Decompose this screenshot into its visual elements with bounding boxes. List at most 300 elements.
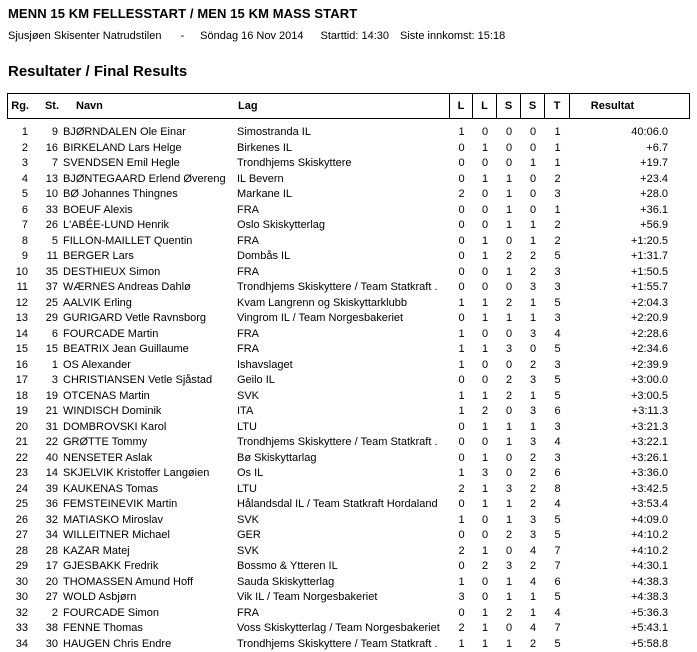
shot-lying-1-cell: 2: [450, 187, 473, 203]
rank-cell: 18: [7, 389, 33, 405]
bib-cell: 2: [33, 606, 61, 622]
table-row: [7, 218, 690, 234]
table-body: [7, 119, 690, 652]
bib-cell: 16: [33, 141, 61, 157]
rank-cell: 7: [7, 218, 33, 234]
shot-lying-2-cell: 1: [473, 544, 497, 560]
bib-cell: 35: [33, 265, 61, 281]
name-cell: BOEUF Alexis: [61, 203, 237, 219]
name-cell: WINDISCH Dominik: [61, 404, 237, 420]
name-cell: FILLON-MAILLET Quentin: [61, 234, 237, 250]
shot-lying-1-cell: 1: [450, 575, 473, 591]
shot-lying-1-cell: 1: [450, 466, 473, 482]
shot-standing-1-cell: 1: [497, 265, 521, 281]
shot-total-cell: 6: [545, 575, 570, 591]
table-row: [7, 637, 690, 652]
result-cell: +2:34.6: [570, 342, 690, 358]
club-cell: FRA: [237, 327, 450, 343]
shot-lying-2-cell: 1: [473, 451, 497, 467]
bib-cell: 39: [33, 482, 61, 498]
club-cell: IL Bevern: [237, 172, 450, 188]
rank-cell: 16: [7, 358, 33, 374]
shot-lying-1-cell: 0: [450, 559, 473, 575]
shot-standing-2-cell: 2: [521, 451, 545, 467]
shot-standing-2-cell: 2: [521, 637, 545, 652]
shot-total-cell: 6: [545, 466, 570, 482]
shot-standing-2-cell: 0: [521, 141, 545, 157]
club-cell: FRA: [237, 606, 450, 622]
name-cell: FENNE Thomas: [61, 621, 237, 637]
shot-total-cell: 5: [545, 590, 570, 606]
shot-standing-1-cell: 1: [497, 513, 521, 529]
result-cell: +4:38.3: [570, 575, 690, 591]
rank-cell: 4: [7, 172, 33, 188]
shot-standing-1-cell: 1: [497, 218, 521, 234]
shot-standing-2-cell: 2: [521, 482, 545, 498]
rank-cell: 30: [7, 590, 33, 606]
shot-lying-1-cell: 0: [450, 141, 473, 157]
shot-lying-2-cell: 0: [473, 528, 497, 544]
shot-lying-2-cell: 1: [473, 482, 497, 498]
name-cell: BJØRNDALEN Ole Einar: [61, 125, 237, 141]
result-cell: +5:36.3: [570, 606, 690, 622]
result-cell: +2:04.3: [570, 296, 690, 312]
result-cell: +23.4: [570, 172, 690, 188]
result-cell: +2:20.9: [570, 311, 690, 327]
club-cell: LTU: [237, 482, 450, 498]
rank-cell: 19: [7, 404, 33, 420]
bib-cell: 21: [33, 404, 61, 420]
section-title: Resultater / Final Results: [8, 63, 690, 80]
shot-standing-1-cell: 0: [497, 156, 521, 172]
shot-lying-2-cell: 1: [473, 389, 497, 405]
shot-standing-2-cell: 1: [521, 218, 545, 234]
shot-standing-2-cell: 0: [521, 187, 545, 203]
col-bib: St.: [34, 94, 62, 118]
shot-standing-1-cell: 2: [497, 373, 521, 389]
table-row: [7, 373, 690, 389]
name-cell: WOLD Asbjørn: [61, 590, 237, 606]
rank-cell: 15: [7, 342, 33, 358]
shot-lying-2-cell: 0: [473, 187, 497, 203]
table-row: [7, 342, 690, 358]
bib-cell: 9: [33, 125, 61, 141]
table-row: [7, 141, 690, 157]
shot-standing-2-cell: 0: [521, 203, 545, 219]
venue: Sjusjøen Skisenter Natrudstilen: [8, 30, 161, 42]
name-cell: L'ABÉE-LUND Henrik: [61, 218, 237, 234]
name-cell: OS Alexander: [61, 358, 237, 374]
shot-standing-1-cell: 1: [497, 590, 521, 606]
shot-standing-2-cell: 2: [521, 358, 545, 374]
shot-total-cell: 4: [545, 606, 570, 622]
shot-total-cell: 4: [545, 327, 570, 343]
rank-cell: 13: [7, 311, 33, 327]
shot-lying-1-cell: 1: [450, 358, 473, 374]
shot-standing-1-cell: 0: [497, 141, 521, 157]
shot-standing-2-cell: 3: [521, 528, 545, 544]
bib-cell: 5: [33, 234, 61, 250]
shot-total-cell: 2: [545, 172, 570, 188]
club-cell: Trondhjems Skiskyttere: [237, 156, 450, 172]
shot-lying-1-cell: 1: [450, 513, 473, 529]
name-cell: AALVIK Erling: [61, 296, 237, 312]
shot-total-cell: 5: [545, 528, 570, 544]
shot-lying-2-cell: 2: [473, 559, 497, 575]
shot-lying-2-cell: 0: [473, 125, 497, 141]
rank-cell: 20: [7, 420, 33, 436]
result-cell: +3:36.0: [570, 466, 690, 482]
col-club: Lag: [238, 94, 449, 118]
shot-standing-2-cell: 3: [521, 513, 545, 529]
shot-standing-2-cell: 3: [521, 280, 545, 296]
shot-lying-1-cell: 0: [450, 218, 473, 234]
bib-cell: 38: [33, 621, 61, 637]
shot-standing-1-cell: 2: [497, 389, 521, 405]
shot-standing-1-cell: 1: [497, 420, 521, 436]
shot-total-cell: 5: [545, 296, 570, 312]
shot-lying-2-cell: 1: [473, 249, 497, 265]
shot-standing-2-cell: 2: [521, 466, 545, 482]
shot-lying-2-cell: 0: [473, 435, 497, 451]
name-cell: KAZAR Matej: [61, 544, 237, 560]
rank-cell: 8: [7, 234, 33, 250]
bib-cell: 33: [33, 203, 61, 219]
shot-lying-2-cell: 1: [473, 172, 497, 188]
shot-total-cell: 3: [545, 451, 570, 467]
shot-lying-1-cell: 3: [450, 590, 473, 606]
result-cell: +5:58.8: [570, 637, 690, 652]
name-cell: HAUGEN Chris Endre: [61, 637, 237, 652]
club-cell: Trondhjems Skiskyttere / Team Statkraft .: [237, 280, 450, 296]
bib-cell: 27: [33, 590, 61, 606]
club-cell: Hålandsdal IL / Team Statkraft Hordaland: [237, 497, 450, 513]
name-cell: GJESBAKK Fredrik: [61, 559, 237, 575]
result-cell: +1:55.7: [570, 280, 690, 296]
shot-total-cell: 4: [545, 497, 570, 513]
table-row: [7, 265, 690, 281]
shot-lying-1-cell: 0: [450, 420, 473, 436]
result-cell: +4:38.3: [570, 590, 690, 606]
result-cell: +5:43.1: [570, 621, 690, 637]
rank-cell: 12: [7, 296, 33, 312]
shot-lying-2-cell: 0: [473, 358, 497, 374]
shot-total-cell: 5: [545, 249, 570, 265]
shot-lying-1-cell: 0: [450, 234, 473, 250]
rank-cell: 1: [7, 125, 33, 141]
shot-total-cell: 1: [545, 156, 570, 172]
result-cell: +2:39.9: [570, 358, 690, 374]
name-cell: GRØTTE Tommy: [61, 435, 237, 451]
shot-lying-1-cell: 0: [450, 435, 473, 451]
col-name: Navn: [62, 94, 238, 118]
name-cell: THOMASSEN Amund Hoff: [61, 575, 237, 591]
table-row: [7, 435, 690, 451]
name-cell: WILLEITNER Michael: [61, 528, 237, 544]
bib-cell: 34: [33, 528, 61, 544]
club-cell: SVK: [237, 513, 450, 529]
result-cell: +1:20.5: [570, 234, 690, 250]
rank-cell: 21: [7, 435, 33, 451]
name-cell: GURIGARD Vetle Ravnsborg: [61, 311, 237, 327]
club-cell: FRA: [237, 234, 450, 250]
shot-standing-1-cell: 0: [497, 621, 521, 637]
club-cell: Oslo Skiskytterlag: [237, 218, 450, 234]
shot-lying-2-cell: 1: [473, 497, 497, 513]
club-cell: SVK: [237, 389, 450, 405]
rank-cell: 32: [7, 606, 33, 622]
table-row: [7, 544, 690, 560]
shot-total-cell: 2: [545, 234, 570, 250]
name-cell: FOURCADE Martin: [61, 327, 237, 343]
col-result: Resultat: [569, 94, 689, 118]
shot-lying-1-cell: 1: [450, 637, 473, 652]
shot-lying-2-cell: 1: [473, 621, 497, 637]
shot-lying-2-cell: 1: [473, 311, 497, 327]
rank-cell: 26: [7, 513, 33, 529]
result-cell: +56.9: [570, 218, 690, 234]
shot-lying-1-cell: 0: [450, 203, 473, 219]
bib-cell: 3: [33, 373, 61, 389]
shot-lying-1-cell: 0: [450, 172, 473, 188]
shot-total-cell: 3: [545, 187, 570, 203]
club-cell: GER: [237, 528, 450, 544]
shot-total-cell: 3: [545, 280, 570, 296]
shot-standing-2-cell: 3: [521, 373, 545, 389]
result-cell: +3:11.3: [570, 404, 690, 420]
table-row: [7, 575, 690, 591]
name-cell: KAUKENAS Tomas: [61, 482, 237, 498]
shot-standing-2-cell: 3: [521, 435, 545, 451]
table-row: [7, 296, 690, 312]
shot-standing-1-cell: 2: [497, 528, 521, 544]
shot-standing-2-cell: 2: [521, 249, 545, 265]
result-cell: +4:10.2: [570, 544, 690, 560]
shot-standing-2-cell: 2: [521, 559, 545, 575]
bib-cell: 13: [33, 172, 61, 188]
club-cell: Simostranda IL: [237, 125, 450, 141]
shot-standing-1-cell: 2: [497, 296, 521, 312]
result-cell: +6.7: [570, 141, 690, 157]
table-row: [7, 389, 690, 405]
club-cell: Trondhjems Skiskyttere / Team Statkraft .: [237, 435, 450, 451]
event-subtitle: [8, 30, 690, 42]
result-cell: +28.0: [570, 187, 690, 203]
shot-lying-2-cell: 0: [473, 513, 497, 529]
shot-lying-2-cell: 1: [473, 637, 497, 652]
shot-standing-1-cell: 3: [497, 342, 521, 358]
table-row: [7, 203, 690, 219]
col-lying-1: L: [449, 94, 472, 118]
shot-lying-2-cell: 0: [473, 203, 497, 219]
col-standing-2: S: [520, 94, 544, 118]
shot-standing-2-cell: 1: [521, 296, 545, 312]
shot-lying-2-cell: 1: [473, 420, 497, 436]
bib-cell: 1: [33, 358, 61, 374]
bib-cell: 17: [33, 559, 61, 575]
shot-total-cell: 5: [545, 389, 570, 405]
bib-cell: 20: [33, 575, 61, 591]
rank-cell: 27: [7, 528, 33, 544]
result-cell: +4:30.1: [570, 559, 690, 575]
shot-standing-1-cell: 2: [497, 606, 521, 622]
name-cell: BJØNTEGAARD Erlend Øvereng: [61, 172, 237, 188]
club-cell: Os IL: [237, 466, 450, 482]
shot-lying-2-cell: 1: [473, 342, 497, 358]
result-cell: +3:26.1: [570, 451, 690, 467]
club-cell: Vingrom IL / Team Norgesbakeriet: [237, 311, 450, 327]
rank-cell: 22: [7, 451, 33, 467]
shot-standing-1-cell: 0: [497, 125, 521, 141]
event-title: MENN 15 KM FELLESSTART / MEN 15 KM MASS START: [8, 6, 690, 21]
shot-total-cell: 3: [545, 265, 570, 281]
bib-cell: 30: [33, 637, 61, 652]
shot-total-cell: 1: [545, 125, 570, 141]
shot-standing-1-cell: 0: [497, 466, 521, 482]
shot-standing-2-cell: 1: [521, 389, 545, 405]
shot-standing-2-cell: 1: [521, 311, 545, 327]
table-row: [7, 249, 690, 265]
shot-standing-2-cell: 1: [521, 234, 545, 250]
table-row: [7, 420, 690, 436]
rank-cell: 14: [7, 327, 33, 343]
shot-total-cell: 5: [545, 373, 570, 389]
shot-standing-2-cell: 2: [521, 265, 545, 281]
rank-cell: 9: [7, 249, 33, 265]
club-cell: Sauda Skiskytterlag: [237, 575, 450, 591]
table-row: [7, 621, 690, 637]
shot-standing-2-cell: 0: [521, 125, 545, 141]
shot-lying-1-cell: 2: [450, 482, 473, 498]
name-cell: SKJELVIK Kristoffer Langøien: [61, 466, 237, 482]
club-cell: SVK: [237, 544, 450, 560]
shot-lying-2-cell: 0: [473, 156, 497, 172]
club-cell: Birkenes IL: [237, 141, 450, 157]
bib-cell: 14: [33, 466, 61, 482]
table-row: [7, 404, 690, 420]
shot-total-cell: 3: [545, 311, 570, 327]
bib-cell: 29: [33, 311, 61, 327]
bib-cell: 32: [33, 513, 61, 529]
club-cell: Kvam Langrenn og Skiskyttarklubb: [237, 296, 450, 312]
shot-total-cell: 8: [545, 482, 570, 498]
result-cell: +3:22.1: [570, 435, 690, 451]
shot-standing-1-cell: 1: [497, 311, 521, 327]
name-cell: BØ Johannes Thingnes: [61, 187, 237, 203]
club-cell: Dombås IL: [237, 249, 450, 265]
bib-cell: 15: [33, 342, 61, 358]
shot-standing-2-cell: 3: [521, 327, 545, 343]
shot-total-cell: 5: [545, 637, 570, 652]
shot-lying-1-cell: 2: [450, 544, 473, 560]
table-row: [7, 482, 690, 498]
bib-cell: 11: [33, 249, 61, 265]
bib-cell: 22: [33, 435, 61, 451]
shot-lying-2-cell: 0: [473, 327, 497, 343]
shot-standing-1-cell: 0: [497, 280, 521, 296]
shot-lying-2-cell: 2: [473, 404, 497, 420]
shot-total-cell: 7: [545, 544, 570, 560]
shot-standing-1-cell: 0: [497, 327, 521, 343]
rank-cell: 3: [7, 156, 33, 172]
rank-cell: 11: [7, 280, 33, 296]
shot-standing-1-cell: 3: [497, 482, 521, 498]
result-cell: +2:28.6: [570, 327, 690, 343]
shot-lying-2-cell: 0: [473, 280, 497, 296]
rank-cell: 23: [7, 466, 33, 482]
table-row: [7, 466, 690, 482]
shot-lying-2-cell: 3: [473, 466, 497, 482]
shot-total-cell: 7: [545, 621, 570, 637]
shot-standing-2-cell: 1: [521, 606, 545, 622]
table-row: [7, 327, 690, 343]
shot-lying-1-cell: 0: [450, 373, 473, 389]
table-row: [7, 559, 690, 575]
rank-cell: 29: [7, 559, 33, 575]
rank-cell: 30: [7, 575, 33, 591]
shot-total-cell: 4: [545, 435, 570, 451]
shot-standing-2-cell: 2: [521, 497, 545, 513]
shot-standing-2-cell: 1: [521, 590, 545, 606]
results-table: [7, 93, 690, 652]
shot-lying-1-cell: 1: [450, 342, 473, 358]
shot-lying-2-cell: 1: [473, 606, 497, 622]
result-cell: +3:21.3: [570, 420, 690, 436]
club-cell: ITA: [237, 404, 450, 420]
rank-cell: 5: [7, 187, 33, 203]
bib-cell: 37: [33, 280, 61, 296]
rank-cell: 25: [7, 497, 33, 513]
name-cell: BIRKELAND Lars Helge: [61, 141, 237, 157]
shot-lying-1-cell: 2: [450, 621, 473, 637]
rank-cell: 2: [7, 141, 33, 157]
rank-cell: 17: [7, 373, 33, 389]
shot-standing-1-cell: 2: [497, 249, 521, 265]
bib-cell: 28: [33, 544, 61, 560]
bib-cell: 36: [33, 497, 61, 513]
table-row: [7, 590, 690, 606]
bib-cell: 40: [33, 451, 61, 467]
col-total: T: [544, 94, 569, 118]
club-cell: Trondhjems Skiskyttere / Team Statkraft .: [237, 637, 450, 652]
table-row: [7, 125, 690, 141]
shot-standing-2-cell: 4: [521, 544, 545, 560]
club-cell: FRA: [237, 265, 450, 281]
col-standing-1: S: [496, 94, 520, 118]
name-cell: MATIASKO Miroslav: [61, 513, 237, 529]
shot-total-cell: 7: [545, 559, 570, 575]
shot-standing-2-cell: 4: [521, 621, 545, 637]
shot-total-cell: 2: [545, 218, 570, 234]
shot-standing-2-cell: 1: [521, 156, 545, 172]
shot-standing-1-cell: 1: [497, 187, 521, 203]
shot-lying-2-cell: 1: [473, 296, 497, 312]
name-cell: DESTHIEUX Simon: [61, 265, 237, 281]
shot-standing-1-cell: 1: [497, 172, 521, 188]
name-cell: OTCENAS Martin: [61, 389, 237, 405]
result-cell: +3:42.5: [570, 482, 690, 498]
club-cell: Geilo IL: [237, 373, 450, 389]
result-cell: +3:00.0: [570, 373, 690, 389]
bib-cell: 19: [33, 389, 61, 405]
shot-total-cell: 5: [545, 513, 570, 529]
event-date: Söndag 16 Nov 2014: [200, 30, 303, 42]
table-row: [7, 358, 690, 374]
shot-standing-1-cell: 1: [497, 203, 521, 219]
table-row: [7, 187, 690, 203]
name-cell: FOURCADE Simon: [61, 606, 237, 622]
shot-lying-1-cell: 1: [450, 296, 473, 312]
